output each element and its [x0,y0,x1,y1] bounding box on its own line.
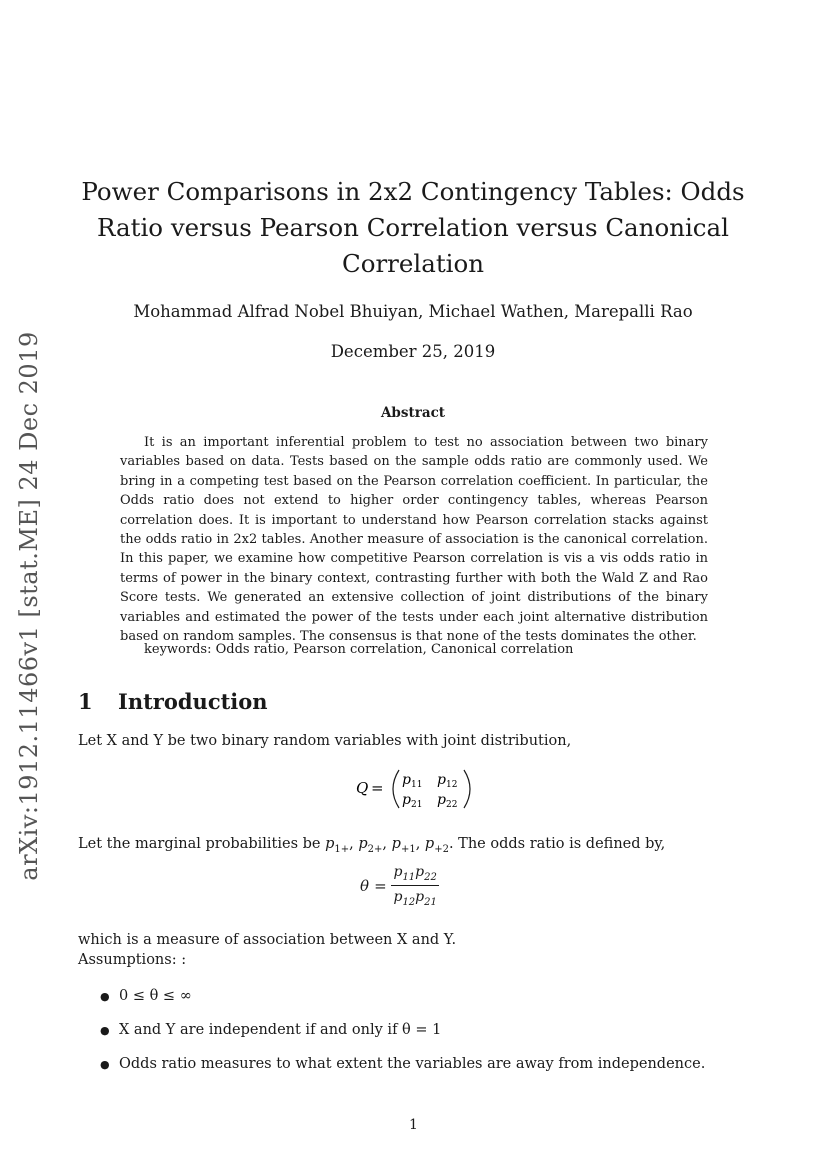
measure-paragraph: which is a measure of association between X and Y. [78,932,457,948]
abstract-heading: Abstract [380,405,446,421]
intro-paragraph: Let X and Y be two binary random variables with joint distribution, [78,733,572,749]
assumptions-list [100,985,705,1087]
matrix-p12: $p_{12}$ [437,772,458,790]
matrix-p21: $p_{21}$ [402,792,423,810]
page-number: 1 [409,1117,418,1133]
arxiv-identifier-stamp [15,331,43,881]
abstract-keywords: keywords: Odds ratio, Pearson correlation, Canonical correlation [144,642,574,657]
assumptions-label: Assumptions: : [78,952,187,968]
equals-sign: = [371,779,384,797]
matrix-left-paren [393,770,399,808]
odds-ratio-equation: θ = $\frac{p_{11}p_{22}}{p_{12}p_{21}}$ [360,864,437,908]
section-number: 1 [78,689,93,714]
section-title: Introduction [118,689,268,714]
odds-ratio-fraction [391,864,438,908]
paper-date: December 25, 2019 [330,342,496,361]
matrix-p11: $p_{11}$ [402,772,423,790]
fraction-numerator: $p_{11}p_{22}$ [391,864,438,886]
list-item: ● Odds ratio measures to what extent the variables are away from independence. [100,1053,705,1087]
list-item: ● X and Y are independent if and only if θ = 1 [100,1019,705,1053]
paper-authors: Mohammad Alfrad Nobel Bhuiyan, Michael Wathen, Marepalli Rao [133,302,693,321]
matrix-p22: $p_{22}$ [437,792,458,810]
bullet-icon: ● [100,1024,110,1037]
marginal-prefix: Let the marginal probabilities be [78,836,321,852]
theta-symbol: θ [360,876,370,895]
matrix-right-paren [464,770,470,808]
bullet-icon: ● [100,1058,110,1071]
marginal-paragraph: Let the marginal probabilities be $p_{1+}$, $p_{2+}$, $p_{+1}$, $p_{+2}$. The odds ratio is defined by, [78,836,666,855]
marginal-suffix: . The odds ratio is defined by, [448,836,666,852]
arxiv-stamp-text: arXiv:1912.11466v1 [stat.ME] 24 Dec 2019 [15,331,43,881]
bullet-icon: ● [100,990,110,1003]
matrix-q-label: Q [356,779,369,797]
abstract-body: It is an important inferential problem to test no association between two binary variables based on data. Tests based on the sample odds ratio are commonly used. We bring in a competing test based on the Pearson correlation coefficient. In particular, the Odds ratio does not extend to higher order contingency tables, whereas Pearson correlation does. It is important to understand how Pearson correlation stacks against the odds ratio in 2x2 tables. Another measure of association is the canonical correlation. In this paper, we examine how competitive Pearson correlation is vis a vis odds ratio in terms of power in the binary context, contrasting further with both the Wald Z and Rao Score tests. We generated an extensive collection of joint distributions of the binary variables and estimated the power of the tests under each joint alternative distribution based on random samples. The consensus is that none of the tests dominates the other. [120,435,708,645]
joint-distribution-matrix [356,766,476,810]
list-item: ● 0 ≤ θ ≤ ∞ [100,985,705,1019]
paper-title: Power Comparisons in 2x2 Contingency Tables: Odds Ratio versus Pearson Correlation versus Canonical Correlation [81,177,745,278]
matrix-svg [356,766,476,812]
section-heading [78,689,268,714]
fraction-denominator: $p_{12}p_{21}$ [393,888,437,908]
